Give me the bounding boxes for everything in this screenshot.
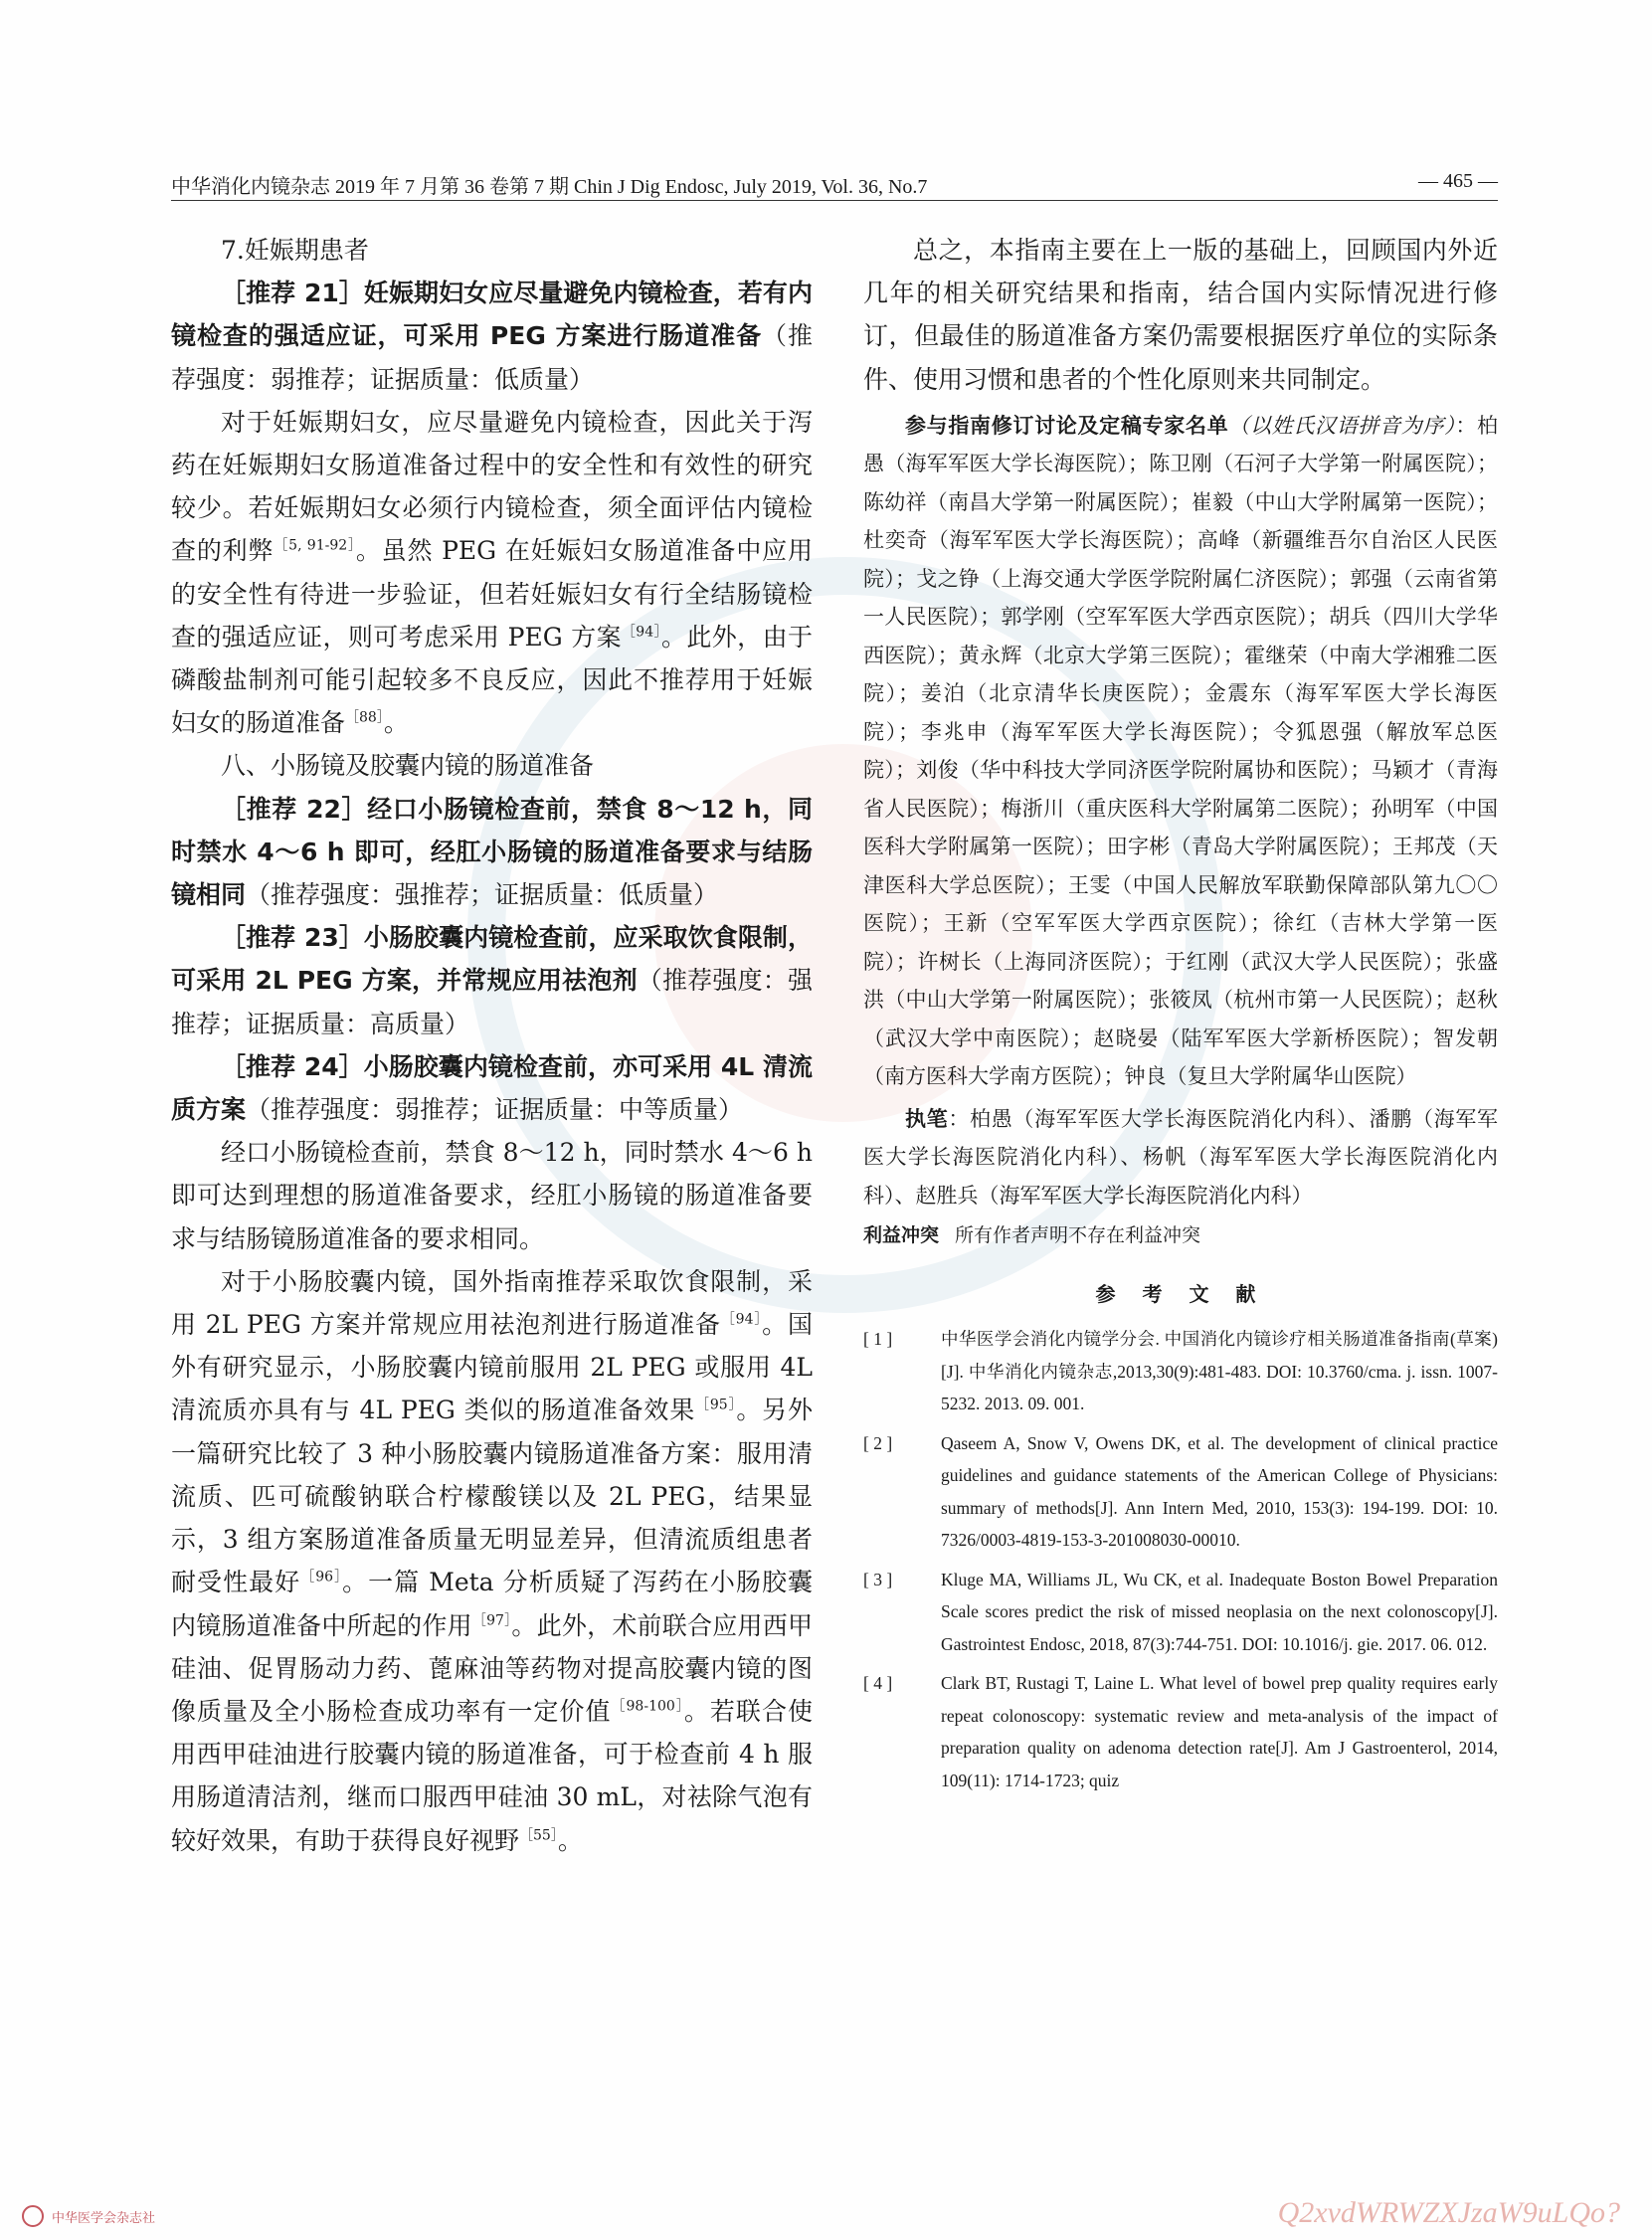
citation: ［96］ [300, 1569, 343, 1586]
conflict-of-interest [863, 1218, 1498, 1252]
publisher-name: 中华医学会杂志社 [52, 2210, 156, 2226]
rec23-label: ［推荐 23］ [221, 923, 364, 953]
running-header [171, 164, 1498, 204]
reference-number: [ 2 ] [863, 1432, 893, 1453]
rec23-text: 小肠胶囊内镜检查前，应采取饮食限制，可采用 2L PEG 方案，并常规应用祛泡剂 [171, 923, 813, 996]
text-run: 。另外一篇研究比较了 3 种小肠胶囊内镜肠道准备方案：服用清流质、匹可硫酸钠联合柠檬酸镁以及 2L PEG，结果显示，3 组方案肠道准备质量无明显差异，但清流质组患者耐受性最好 [171, 1396, 813, 1597]
reference-number: [ 4 ] [863, 1673, 893, 1694]
citation: ［94］ [621, 624, 661, 641]
rec24-text: 小肠胶囊内镜检查前，亦可采用 4L 清流质方案 [171, 1051, 814, 1125]
conflict-label: 利益冲突 [863, 1224, 940, 1247]
reference-text: Clark BT, Rustagi T, Laine L. What level of bowel prep quality requires early repeat colonoscopy: systematic review and meta-analysis of the impact of preparation quality on adenoma detection rate[J]. Am J Gastroenterol, 2014, 109(11): 1714-1723; quiz [941, 1673, 1498, 1790]
publisher-seal-icon [22, 2205, 44, 2227]
paragraph-enteroscopy: 经口小肠镜检查前，禁食 8～12 h，同时禁水 4～6 h 即可达到理想的肠道准备要求，经肛小肠镜的肠道准备要求与结肠镜肠道准备的要求相同。 [171, 1138, 813, 1253]
recommendation-21 [171, 272, 813, 401]
rec24-grade: （推荐强度：弱推荐；证据质量：中等质量） [246, 1095, 744, 1125]
paragraph-pregnancy [171, 401, 813, 745]
reference-item [863, 1427, 1498, 1557]
text-run: 。此外，术前联合应用西甲硅油、促胃肠动力药、蓖麻油等药物对提高胶囊内镜的图像质量及全小肠检查成功率有一定价值 [171, 1610, 813, 1726]
citation: ［88］ [345, 709, 384, 726]
references-title: 参 考 文 献 [1095, 1282, 1266, 1307]
reference-list [863, 1323, 1498, 1796]
journal-citation: 中华消化内镜杂志 2019 年 7 月第 36 卷第 7 期 Chin J Dig Endosc, July 2019, Vol. 36, No.7 [171, 176, 928, 198]
reference-item [863, 1564, 1498, 1661]
citation: ［97］ [471, 1612, 512, 1629]
reference-text: Kluge MA, Williams JL, Wu CK, et al. Inadequate Boston Bowel Preparation Scale scores predict the risk of missed neoplasia on the next colonoscopy[J]. Gastrointest Endosc, 2018, 87(3):744-751. DOI: 10.1016/j. gie. 2017. 06. 012. [941, 1569, 1498, 1654]
text-run: 。 [557, 1825, 583, 1855]
rec21-text: 妊娠期妇女应尽量避免内镜检查，若有内镜检查的强适应证，可采用 PEG 方案进行肠道准备 [171, 279, 813, 351]
citation: ［55］ [519, 1827, 558, 1844]
publisher-logo [22, 2203, 155, 2229]
footer-watermark-code: Q2xvdWRWZXJzaW9uLQo? [1277, 2196, 1620, 2229]
text-run: 。此外，由于磷酸盐制剂可能引起较多不良反应，因此不推荐用于妊娠妇女的肠道准备 [171, 622, 813, 738]
citation: ［5, 91-92］ [274, 538, 356, 555]
left-column [171, 229, 813, 1862]
expert-list-label: 参与指南修订讨论及定稿专家名单 [905, 413, 1229, 438]
header-rule [171, 200, 1498, 201]
reference-item [863, 1667, 1498, 1796]
rec21-grade: （推荐强度：弱推荐；证据质量：低质量） [171, 321, 813, 394]
section-7-title: 7.妊娠期患者 [221, 236, 369, 265]
text-run: 。若联合使用西甲硅油进行胶囊内镜的肠道准备，可于检查前 4 h 服用肠道清洁剂，继而口服西甲硅油 30 mL，对祛除气泡有较好效果，有助于获得良好视野 [171, 1696, 813, 1855]
recommendation-24 [171, 1045, 813, 1131]
expert-list-note: （以姓氏汉语拼音为序） [1228, 413, 1456, 438]
rec21-label: ［推荐 21］ [221, 279, 364, 308]
text-run: 。虽然 PEG 在妊娠妇女肠道准备中应用的安全性有待进一步验证，但若妊娠妇女有行全结肠镜检查的强适应证，则可考虑采用 PEG 方案 [171, 536, 813, 652]
rec22-grade: （推荐强度：强推荐；证据质量：低质量） [246, 880, 719, 910]
text-run: 。 [383, 708, 409, 738]
writers-names: ：柏愚（海军军医大学长海医院消化内科）、潘鹏（海军军医大学长海医院消化内科）、杨帆（海军军医大学长海医院消化内科）、赵胜兵（海军军医大学长海医院消化内科） [863, 1106, 1499, 1208]
paragraph-summary: 总之，本指南主要在上一版的基础上，回顾国内外近几年的相关研究结果和指南，结合国内实际情况进行修订，但最佳的肠道准备方案仍需要根据医疗单位的实际条件、使用习惯和患者的个性化原则来共同制定。 [863, 236, 1498, 394]
expert-list [863, 407, 1498, 1096]
recommendation-23 [171, 916, 813, 1045]
reference-text: Qaseem A, Snow V, Owens DK, et al. The development of clinical practice guidelines and guidance statements of the American College of Physicians: summary of methods[J]. Ann Intern Med, 2010, 153(3): 194-199. DOI: 10. 7326/0003-4819-153-3-201008030-00010. [941, 1432, 1498, 1551]
writers-label: 执笔 [905, 1106, 949, 1131]
text-run: 。国外有研究显示，小肠胶囊内镜前服用 2L PEG 或服用 4L 清流质亦具有与 4L PEG 类似的肠道准备效果 [171, 1310, 813, 1425]
right-column [863, 229, 1498, 1803]
reference-item [863, 1323, 1498, 1420]
citation: ［95］ [695, 1398, 737, 1414]
citation: ［98-100］ [611, 1698, 684, 1715]
text-run: 。一篇 Meta 分析质疑了泻药在小肠胶囊内镜肠道准备中所起的作用 [171, 1568, 813, 1640]
reference-number: [ 3 ] [863, 1569, 893, 1589]
citation: ［94］ [720, 1311, 763, 1328]
text-run: 对于小肠胶囊内镜，国外指南推荐采取饮食限制，采用 2L PEG 方案并常规应用祛泡剂进行肠道准备 [171, 1266, 813, 1340]
page-number: — 465 — [1418, 170, 1498, 192]
conflict-text: 所有作者声明不存在利益冲突 [955, 1224, 1201, 1247]
reference-text: 中华医学会消化内镜学分会. 中国消化内镜诊疗相关肠道准备指南(草案)[J]. 中华消化内镜杂志,2013,30(9):481-483. DOI: 10.3760/cma. j. issn. 1007-5232. 2013. 09. 001. [941, 1329, 1498, 1414]
rec22-label: ［推荐 22］ [221, 794, 368, 824]
reference-number: [ 1 ] [863, 1329, 893, 1350]
paragraph-capsule [171, 1260, 813, 1862]
rec22-text: 经口小肠镜检查前，禁食 8～12 h，同时禁水 4～6 h 即可，经肛小肠镜的肠道准备要求与结肠镜相同 [171, 794, 813, 910]
expert-list-names: ：柏愚（海军军医大学长海医院）；陈卫刚（石河子大学第一附属医院）；陈幼祥（南昌大学第一附属医院）；崔毅（中山大学附属第一医院）；杜奕奇（海军军医大学长海医院）；高峰（新疆维吾尔自治区人民医院）；戈之铮（上海交通大学医学院附属仁济医院）；郭强（云南省第一人民医院）；郭学刚（空军军医大学西京医院）；胡兵（四川大学华西医院）；黄永辉（北京大学第三医院）；霍继荣（中南大学湘雅二医院）；姜泊（北京清华长庚医院）；金震东（海军军医大学长海医院）；李兆申（海军军医大学长海医院）；令狐恩强（解放军总医院）；刘俊（华中科技大学同济医学院附属协和医院）；马颖才（青海省人民医院）；梅浙川（重庆医科大学附属第二医院）；孙明军（中国医科大学附属第一医院）；田字彬（青岛大学附属医院）；王邦茂（天津医科大学总医院）；王雯（中国人民解放军联勤保障部队第九〇〇医院）；王新（空军军医大学西京医院）；徐红（吉林大学第一医院）；许树长（上海同济医院）；于红刚（武汉大学人民医院）；张盛洪（中山大学第一附属医院）；张筱凤（杭州市第一人民医院）；赵秋（武汉大学中南医院）；赵晓晏（陆军军医大学新桥医院）；智发朝（南方医科大学南方医院）；钟良（复旦大学附属华山医院） [863, 413, 1499, 1089]
rec24-label: ［推荐 24］ [221, 1051, 364, 1081]
rec23-grade: （推荐强度：强推荐；证据质量：高质量） [171, 966, 813, 1038]
section-8-title: 八、小肠镜及胶囊内镜的肠道准备 [221, 751, 595, 781]
text-run: 对于妊娠期妇女，应尽量避免内镜检查，因此关于泻药在妊娠期妇女肠道准备过程中的安全性和有效性的研究较少。若妊娠期妇女必须行内镜检查，须全面评估内镜检查的利弊 [171, 407, 813, 566]
writers [863, 1100, 1498, 1215]
recommendation-22 [171, 788, 813, 917]
